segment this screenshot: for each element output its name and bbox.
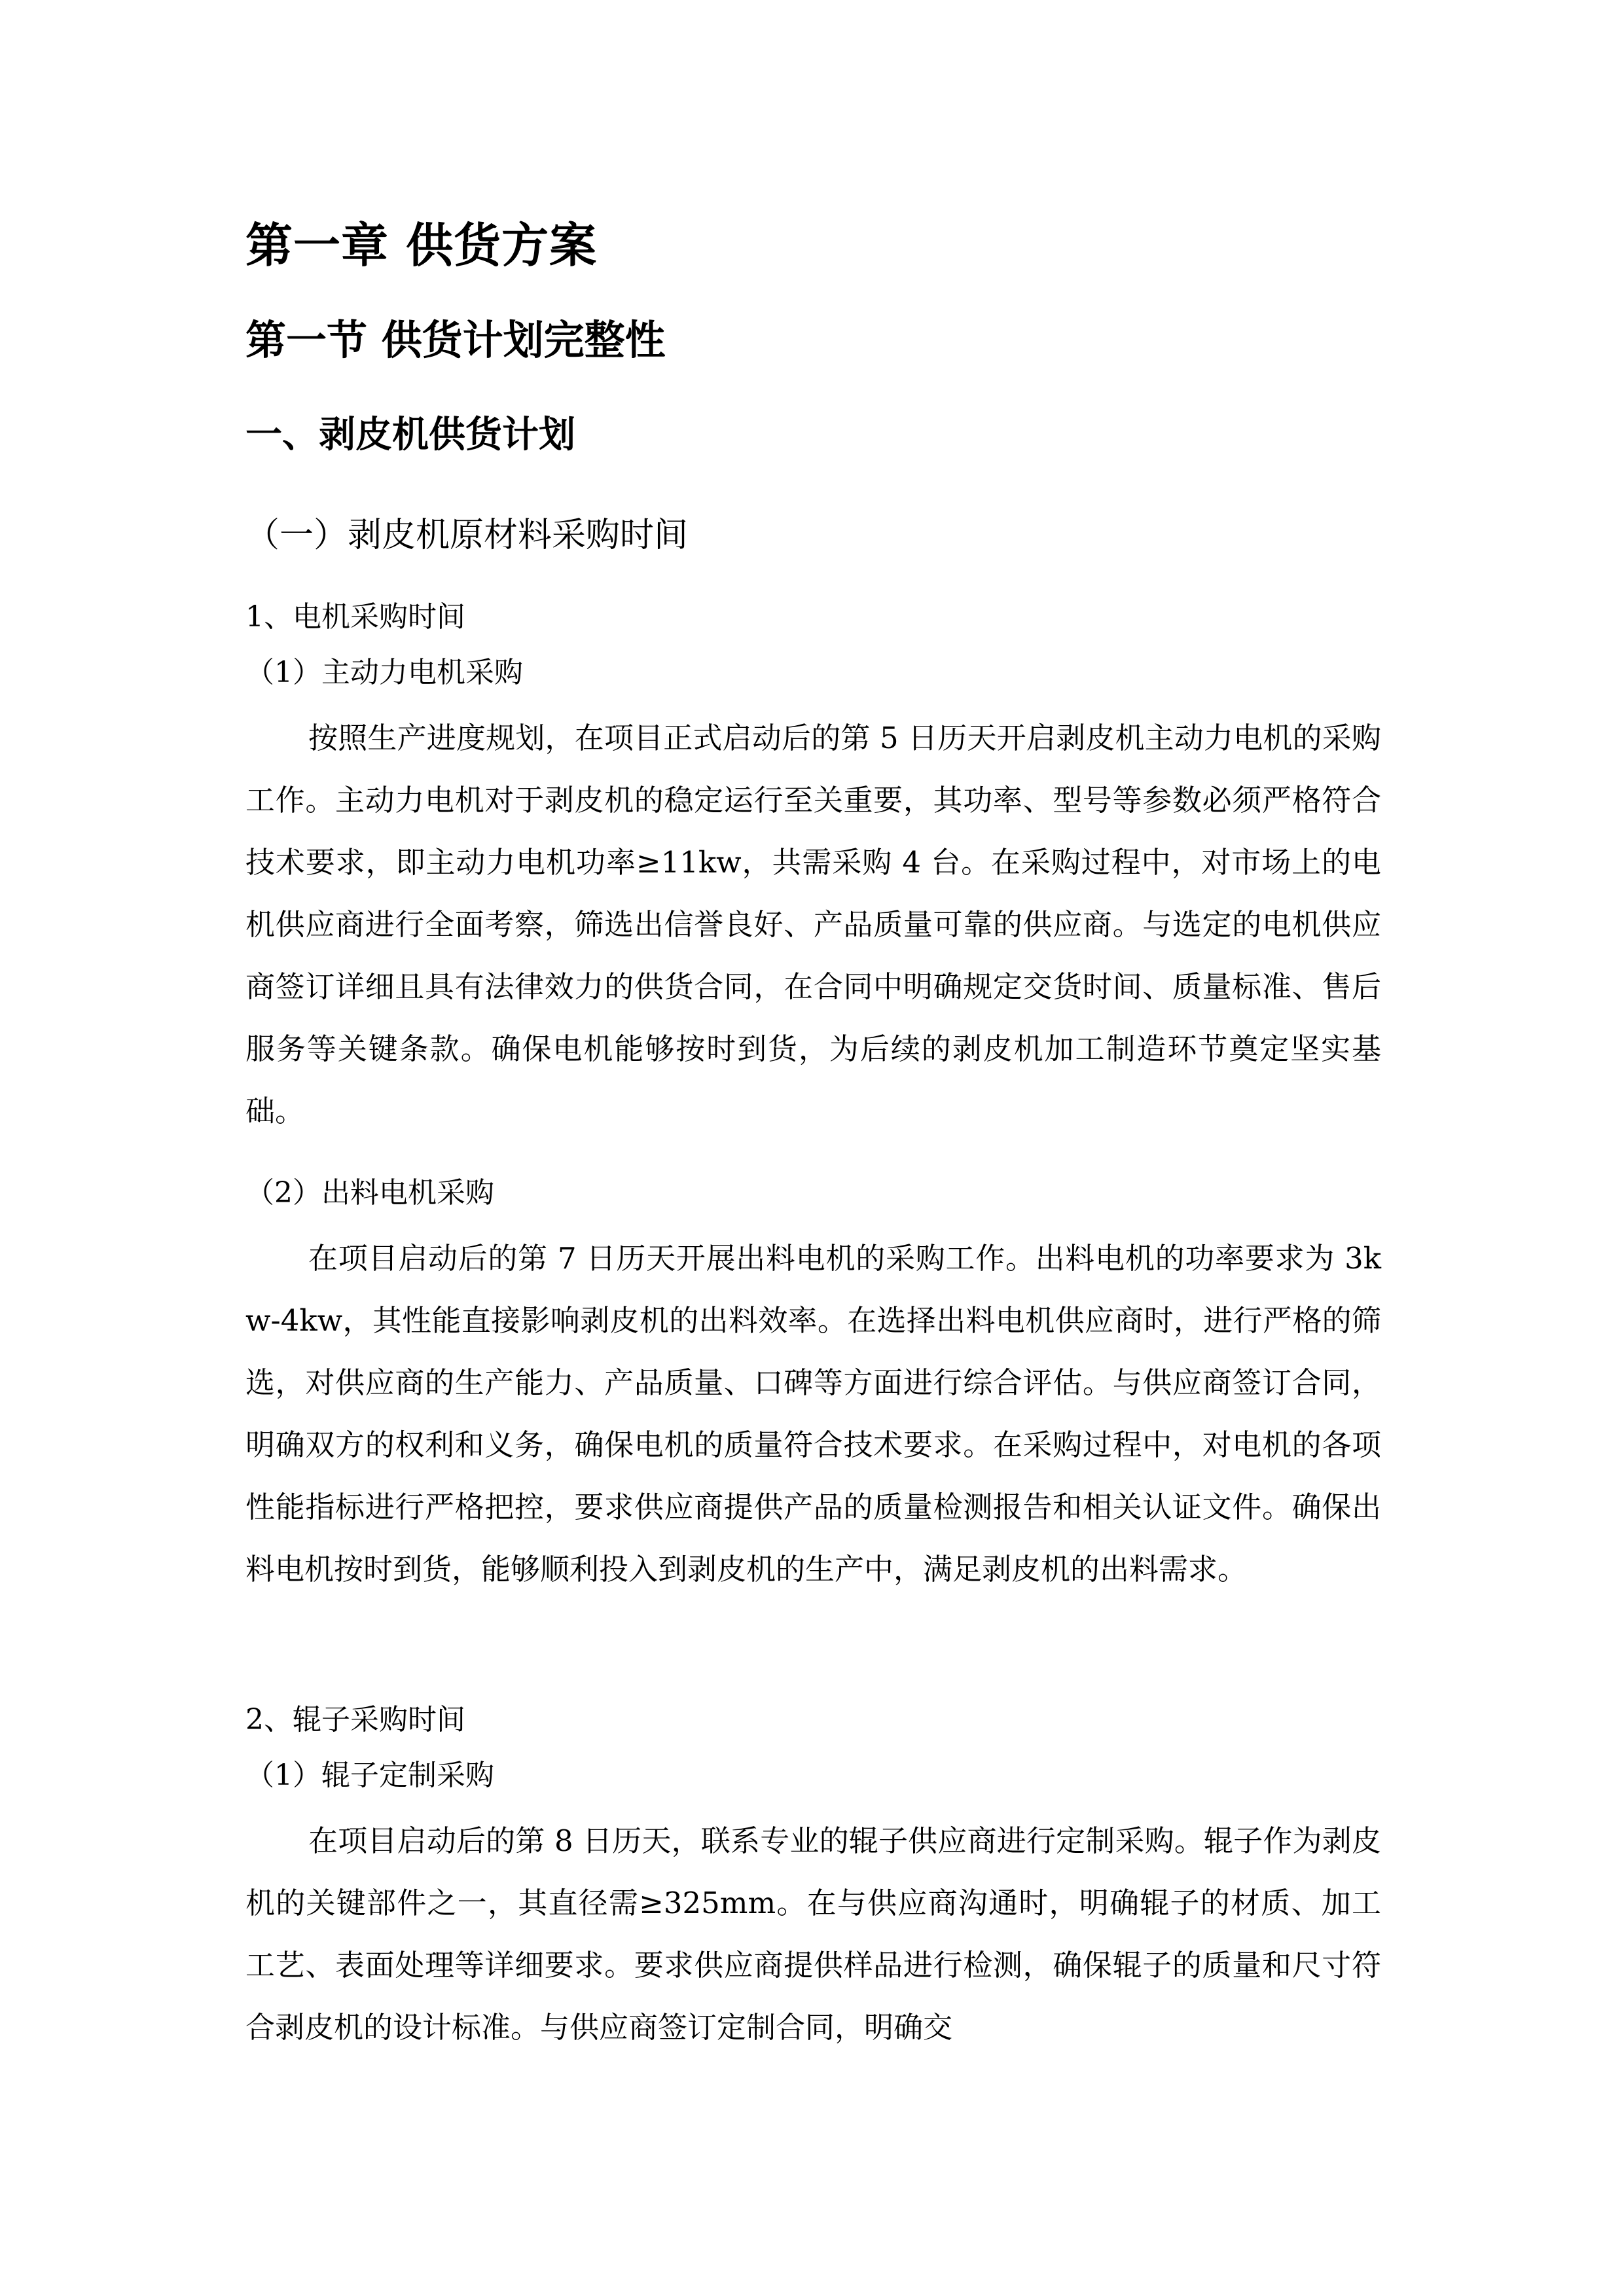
subitem-heading-discharge-motor: （2）出料电机采购 xyxy=(245,1176,494,1210)
subsection-title: 一、剥皮机供货计划 xyxy=(245,414,575,456)
subitem-heading-main-motor: （1）主动力电机采购 xyxy=(245,656,523,689)
paragraph-discharge-motor: 在项目启动后的第 7 日历天开展出料电机的采购工作。出料电机的功率要求为 3kw-4kw，其性能直接影响剥皮机的出料效率。在选择出料电机供应商时，进行严格的筛选，对供应商的生产能力、产品质量、口碑等方面进行综合评估。与供应商签订合同，明确双方的权利和义务，确保电机的质量符合技术要求。在采购过程中，对电机的各项性能指标进行严格把控，要求供应商提供产品的质量检测报告和相关认证文件。确保出料电机按时到货，能够顺利投入到剥皮机的生产中，满足剥皮机的出料需求。 xyxy=(245,1241,1381,1587)
subsubsection-title: （一）剥皮机原材料采购时间 xyxy=(245,516,689,555)
item-heading-roller: 2、辊子采购时间 xyxy=(245,1703,465,1736)
item-heading-motor: 1、电机采购时间 xyxy=(245,600,465,634)
paragraph-roller-custom: 在项目启动后的第 8 日历天，联系专业的辊子供应商进行定制采购。辊子作为剥皮机的关键部件之一，其直径需≥325mm。在与供应商沟通时，明确辊子的材质、加工工艺、表面处理等详细要求。要求供应商提供样品进行检测，确保辊子的质量和尺寸符合剥皮机的设计标准。与供应商签订定制合同，明确交 xyxy=(245,1823,1381,2045)
section-title: 第一节 供货计划完整性 xyxy=(245,316,666,364)
chapter-title: 第一章 供货方案 xyxy=(245,218,598,273)
subitem-heading-roller-custom: （1）辊子定制采购 xyxy=(245,1759,494,1792)
paragraph-main-motor: 按照生产进度规划，在项目正式启动后的第 5 日历天开启剥皮机主动力电机的采购工作。主动力电机对于剥皮机的稳定运行至关重要，其功率、型号等参数必须严格符合技术要求，即主动力电机功率≥11kw，共需采购 4 台。在采购过程中，对市场上的电机供应商进行全面考察，筛选出信誉良好、产品质量可靠的供应商。与选定的电机供应商签订详细且具有法律效力的供货合同，在合同中明确规定交货时间、质量标准、售后服务等关键条款。确保电机能够按时到货，为后续的剥皮机加工制造环节奠定坚实基础。 xyxy=(245,721,1381,1128)
